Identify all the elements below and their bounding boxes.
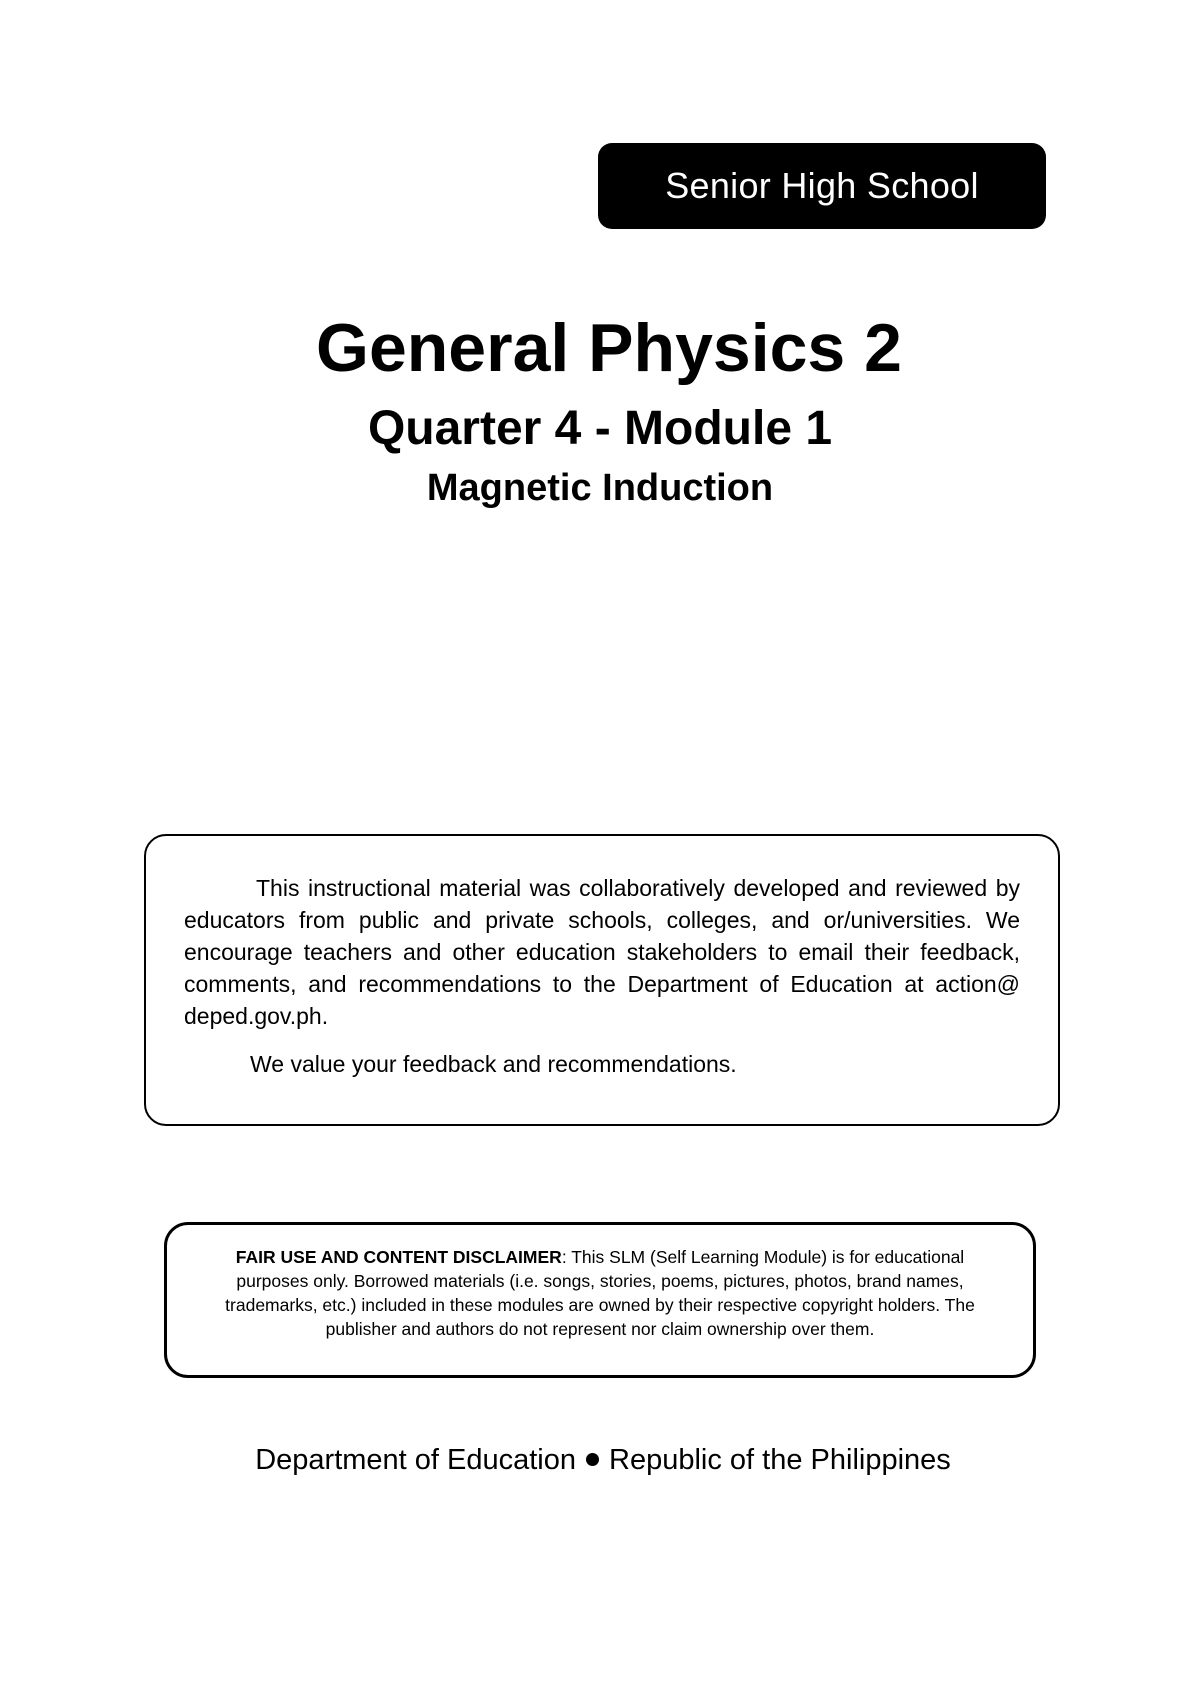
feedback-notice-box <box>144 834 1060 1126</box>
module-title: General Physics 2 <box>316 310 902 386</box>
disclaimer-heading: FAIR USE AND CONTENT DISCLAIMER <box>235 1247 562 1267</box>
module-topic: Magnetic Induction <box>426 467 774 509</box>
footer-department: Department of Education <box>255 1444 577 1476</box>
notice-paragraph: This instructional material was collaboratively developed and reviewed by educators from public and private schools, colleges, and or/universities. We encourage teachers and other education stakeholders to email their feedback, comments, and recommendations to the Department of Education at action@ deped.gov.ph. <box>184 875 1020 1029</box>
level-badge-label: Senior High School <box>665 165 979 206</box>
bullet-icon <box>586 1453 599 1466</box>
fair-use-disclaimer-box <box>164 1222 1036 1378</box>
level-badge <box>598 143 1046 229</box>
publisher-footer <box>0 1444 1200 1477</box>
notice-feedback-line: We value your feedback and recommendations. <box>250 1051 737 1077</box>
footer-country: Republic of the Philippines <box>609 1444 951 1476</box>
module-quarter-subtitle: Quarter 4 - Module 1 <box>367 402 833 455</box>
disclaimer-text: : This SLM (Self Learning Module) is for educational purposes only. Borrowed materials (i.e. songs, stories, poems, pictures, photos, brand names, trademarks, etc.) included in these modules are owned by their respective copyright holders. The publisher and authors do not represent nor claim ownership over them. <box>225 1247 975 1339</box>
